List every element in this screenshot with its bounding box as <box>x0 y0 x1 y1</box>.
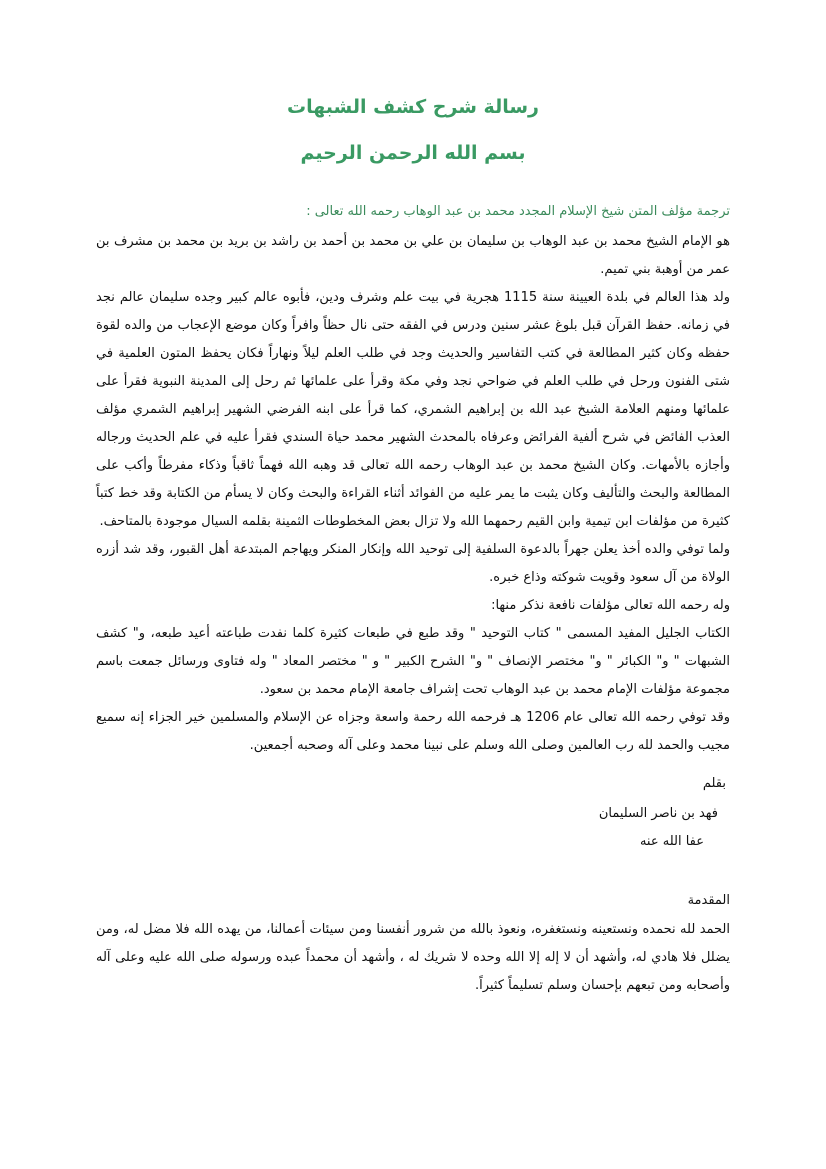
basmala-heading: بسم الله الرحمن الرحيم <box>300 142 526 164</box>
paragraph-works-intro: وله رحمه الله تعالى مؤلفات نافعة نذكر منها: <box>491 598 730 613</box>
biography-heading: ترجمة مؤلف المتن شيخ الإسلام المجدد محمد بن عبد الوهاب رحمه الله تعالى : <box>306 204 730 219</box>
introduction-body <box>96 916 730 1000</box>
signature-author: فهد بن ناصر السليمان <box>598 806 718 821</box>
document-title: رسالة شرح كشف الشبهات <box>287 96 539 118</box>
paragraph-life: ولد هذا العالم في بلدة العيينة سنة 1115 هجرية في بيت علم وشرف ودين، فأبوه عالم كبير وجده سليمان عالم نجد في زمانه. حفظ القرآن قبل بلوغ عشر سنين ودرس في الفقه حتى نال حظاً وافراً وكان موضع الإعجاب من والده لقوة حفظه وكان كثير المطالعة في كتب التفاسير والحديث وجد في طلب العلم ليلاً ونهاراً فكان يحفظ المتون العلمية في شتى الفنون ورحل في طلب العلم في ضواحي نجد وفي مكة وقرأ على علمائها ثم رحل إلى المدينة النبوية فقرأ على علمائها ومنهم العلامة الشيخ عبد الله بن إبراهيم الشمري، كما قرأ على ابنه الفرضي الشهير إبراهيم الشمري مؤلف العذب الفائض في شرح ألفية الفرائض وعرفاه بالمحدث الشهير محمد حياة السندي فقرأ عليه في علم الحديث ورجاله وأجازه بالأمهات. وكان الشيخ محمد بن عبد الوهاب رحمه الله تعالى قد وهبه الله فهماً ثاقباً وذكاء مفرطاً وأكب على المطالعة والبحث والتأليف وكان يثبت ما يمر عليه من الفوائد أثناء القراءة والبحث وكان لا يسأم من الكتابة وقد خط كتباً كثيرة من مؤلفات ابن تيمية وابن القيم رحمهما الله ولا تزال بعض المخطوطات الثمينة بقلمه السيال موجودة بالمتاحف. <box>96 290 730 529</box>
introduction-text: الحمد لله نحمده ونستعينه ونستغفره، ونعوذ بالله من شرور أنفسنا ومن سيئات أعمالنا، من يهده الله فلا مضل له، ومن يضلل فلا هادي له، وأشهد أن لا إله إلا الله وحده لا شريك له ، وأشهد أن محمداً عبده ورسوله صلى الله عليه وعلى آله وأصحابه ومن تبعهم بإحسان وسلم تسليماً كثيراً. <box>96 922 730 993</box>
paragraph-lineage: هو الإمام الشيخ محمد بن عبد الوهاب بن سليمان بن علي بن محمد بن أحمد بن راشد بن بريد بن محمد بن مشرف بن عمر من أوهبة بني تميم. <box>96 234 730 277</box>
introduction-heading: المقدمة <box>687 893 730 908</box>
signature-by: بقلم <box>702 776 726 791</box>
biography-body <box>96 228 730 760</box>
paragraph-works: الكتاب الجليل المفيد المسمى " كتاب التوحيد " وقد طبع في طبعات كثيرة كلما نفدت طباعته أعيد طبعه، و" كشف الشبهات " و" الكبائر " و" مختصر الإنصاف " و" الشرح الكبير " و " مختصر المعاد " وله فتاوى ورسائل جمعت باسم مجموعة مؤلفات الإمام محمد بن عبد الوهاب تحت إشراف جامعة الإمام محمد بن سعود. <box>96 626 730 697</box>
paragraph-death: وقد توفي رحمه الله تعالى عام 1206 هـ فرحمه الله رحمة واسعة وجزاه عن الإسلام والمسلمين خير الجزاء إنه سميع مجيب والحمد لله رب العالمين وصلى الله وسلم على نبينا محمد وعلى آله وصحبه أجمعين. <box>96 710 730 753</box>
signature-closing: عفا الله عنه <box>639 834 704 849</box>
paragraph-dawah: ولما توفي والده أخذ يعلن جهراً بالدعوة السلفية إلى توحيد الله وإنكار المنكر ويهاجم المبتدعة أهل القبور، وقد شد أزره الولاة من آل سعود وقويت شوكته وذاع خبره. <box>96 542 730 585</box>
